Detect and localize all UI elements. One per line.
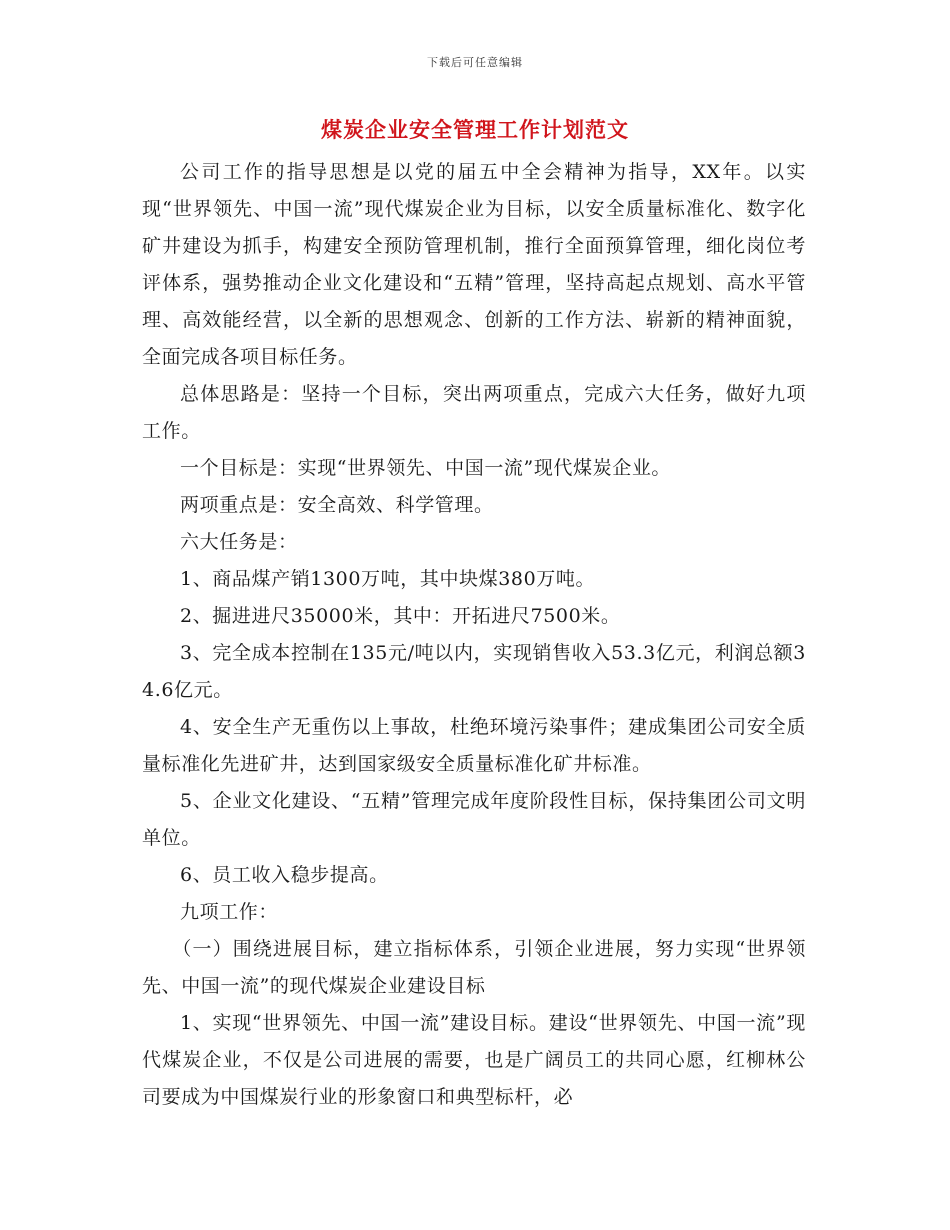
paragraph-task-4: 4、安全生产无重伤以上事故，杜绝环境污染事件；建成集团公司安全质量标准化先进矿井，达到国家级安全质量标准化矿井标准。 [142, 716, 806, 775]
document-body [142, 154, 806, 1116]
document-title: 煤炭企业安全管理工作计划范文 [321, 117, 629, 142]
header-note: 下载后可任意编辑 [427, 56, 523, 69]
paragraph-task-6: 6、员工收入稳步提高。 [180, 864, 389, 886]
paragraph-task-5: 5、企业文化建设、“五精”管理完成年度阶段性目标，保持集团公司文明单位。 [142, 790, 806, 849]
paragraph-task-3: 3、完全成本控制在135元/吨以内，实现销售收入53.3亿元，利润总额34.6亿元。 [142, 642, 806, 701]
paragraph-task-1: 1、商品煤产销1300万吨，其中块煤380万吨。 [180, 568, 596, 590]
paragraph-section-1-heading: （一）围绕进展目标，建立指标体系，引领企业进展，努力实现“世界领先、中国一流”的现代煤炭企业建设目标 [142, 938, 806, 997]
paragraph-guiding-thought: 公司工作的指导思想是以党的届五中全会精神为指导，XX年。以实现“世界领先、中国一流”现代煤炭企业为目标，以安全质量标准化、数字化矿井建设为抓手，构建安全预防管理机制，推行全面预算管理，细化岗位考评体系，强势推动企业文化建设和“五精”管理，坚持高起点规划、高水平管理、高效能经营，以全新的思想观念、创新的工作方法、崭新的精神面貌，全面完成各项目标任务。 [142, 161, 806, 368]
paragraph-overall-approach: 总体思路是：坚持一个目标，突出两项重点，完成六大任务，做好九项工作。 [142, 383, 806, 442]
paragraph-one-goal: 一个目标是：实现“世界领先、中国一流”现代煤炭企业。 [180, 457, 672, 479]
paragraph-task-2: 2、掘进进尺35000米，其中：开拓进尺7500米。 [180, 605, 621, 627]
paragraph-six-tasks-heading: 六大任务是： [180, 531, 298, 553]
paragraph-section-1-item-1: 1、实现“世界领先、中国一流”建设目标。建设“世界领先、中国一流”现代煤炭企业，不仅是公司进展的需要，也是广阔员工的共同心愿，红柳林公司要成为中国煤炭行业的形象窗口和典型标杆，必 [142, 1012, 806, 1108]
paragraph-nine-works-heading: 九项工作： [180, 901, 279, 923]
paragraph-two-focuses: 两项重点是：安全高效、科学管理。 [180, 494, 494, 516]
